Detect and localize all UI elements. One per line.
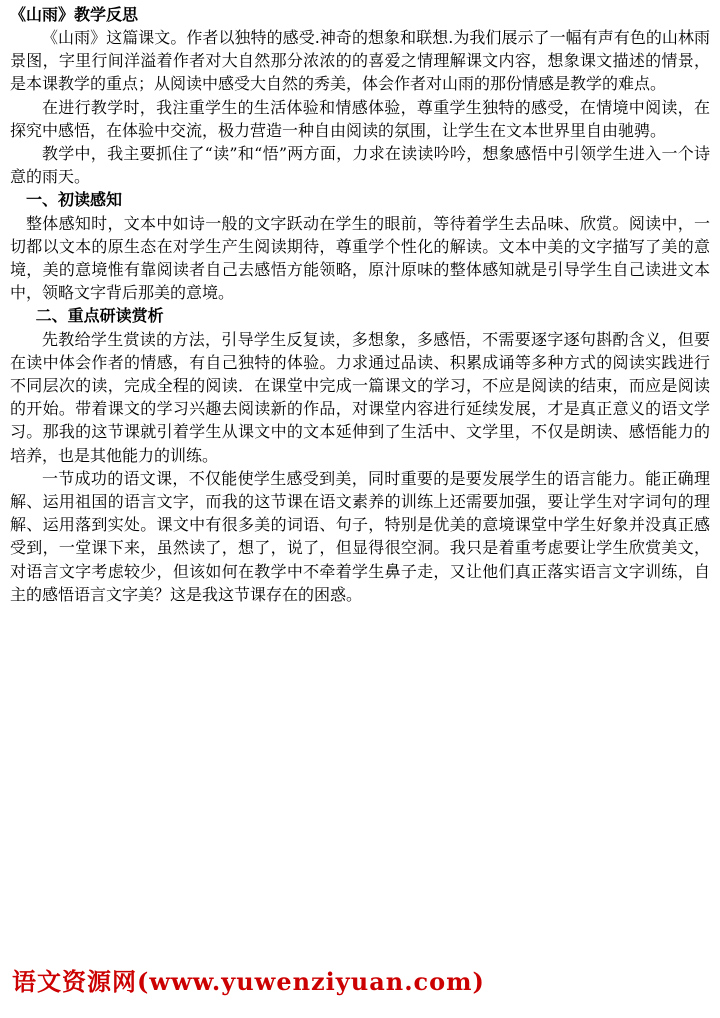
- paragraph-key-analysis: 先教给学生赏读的方法，引导学生反复读，多想象，多感悟，不需要逐字逐句斟酌含义，但要在读中体会作者的情感，有自己独特的体验。力求通过品读、积累成诵等多种方式的阅读实践进行不同层次的读，完成全程的阅读．在课堂中完成一篇课文的学习，不应是阅读的结束，而应是阅读的开始。带着课文的学习兴趣去阅读新的作品，对课堂内容进行延续发展，才是真正意义的语文学习。那我的这节课就引着学生从课文中的文本延伸到了生活中、文学里，不仅是朗读、感悟能力的培养，也是其他能力的训练。: [10, 329, 710, 465]
- document-title: 《山雨》教学反思: [10, 5, 139, 24]
- paragraph-reading-focus: 教学中，我主要抓住了“读”和“悟”两方面，力求在读读吟吟，想象感悟中引领学生进入一个诗意的雨天。: [10, 144, 710, 187]
- paragraph-initial-reading: 整体感知时，文本中如诗一般的文字跃动在学生的眼前，等待着学生去品味、欣赏。阅读中，一切都以文本的原生态在对学生产生阅读期待，尊重学个性化的解读。文本中美的文字描写了美的意境，美的意境惟有靠阅读者自己去感悟方能领略，原汁原味的整体感知就是引导学生自己读进文本中，领略文字背后那美的意境。: [10, 213, 710, 303]
- paragraph-intro: 《山雨》这篇课文。作者以独特的感受.神奇的想象和联想.为我们展示了一幅有声有色的山林雨景图，字里行间洋溢着作者对大自然那分浓浓的的喜爱之情理解课文内容，想象课文描述的情景，是本课教学的重点；从阅读中感受大自然的秀美，体会作者对山雨的那份情感是教学的难点。: [10, 28, 710, 94]
- paragraph-reflection: 一节成功的语文课，不仅能使学生感受到美，同时重要的是要发展学生的语言能力。能正确理解、运用祖国的语言文字，而我的这节课在语文素养的训练上还需要加强，要让学生对字词句的理解、运用落到实处。课文中有很多美的词语、句子，特别是优美的意境课堂中学生好象并没真正感受到，一堂课下来，虽然读了，想了，说了，但显得很空洞。我只是着重考虑要让学生欣赏美文，对语言文字考虑较少，但该如何在教学中不牵着学生鼻子走，又让他们真正落实语言文字训练，自主的感悟语言文字美？这是我这节课存在的困惑。: [10, 468, 710, 604]
- site-watermark: 语文资源网(www.yuwenziyuan.com): [12, 967, 485, 996]
- paragraph-teaching-approach: 在进行教学时，我注重学生的生活体验和情感体验，尊重学生独特的感受，在情境中阅读，在探究中感悟，在体验中交流，极力营造一种自由阅读的氛围，让学生在文本世界里自由驰骋。: [10, 97, 710, 140]
- document-body: [10, 4, 710, 606]
- section-heading-initial-reading: 一、初读感知: [26, 190, 123, 210]
- section-heading-key-analysis: 二、重点研读赏析: [35, 306, 164, 326]
